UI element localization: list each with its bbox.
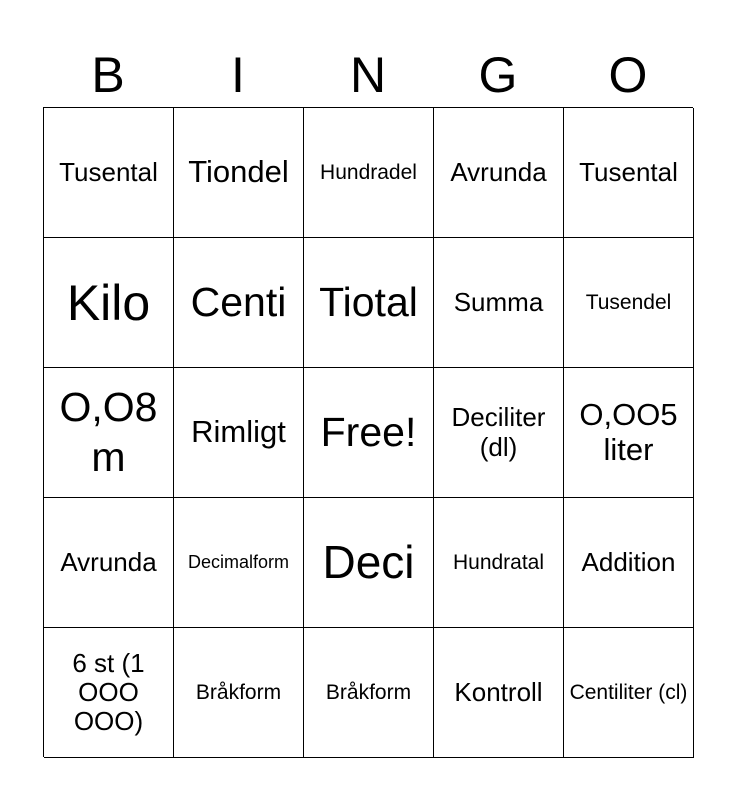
bingo-cell-label: Centiliter (cl) (569, 680, 688, 704)
header-letter-b: B (91, 47, 125, 103)
bingo-cell-label: Avrunda (450, 156, 547, 187)
bingo-cell-free-space[interactable] (304, 368, 434, 498)
bingo-cell-r4-c3[interactable] (304, 498, 434, 628)
bingo-cell-r2-c3[interactable] (304, 238, 434, 368)
bingo-cell-r5-c5[interactable] (564, 628, 694, 758)
bingo-cell-r5-c1[interactable] (44, 628, 174, 758)
bingo-cell-r3-c1[interactable] (44, 368, 174, 498)
bingo-cell-label: Tusendel (585, 290, 672, 314)
bingo-cell-r5-c4[interactable] (434, 628, 564, 758)
header-letter-i: I (231, 47, 245, 103)
bingo-cell-r3-c2[interactable] (174, 368, 304, 498)
bingo-cell-label: Kontroll (454, 676, 543, 707)
bingo-cell-label: O,O8 m (59, 384, 158, 480)
bingo-cell-label: Tusental (579, 156, 678, 187)
bingo-cell-r2-c2[interactable] (174, 238, 304, 368)
bingo-cell-label: Hundradel (320, 160, 417, 184)
bingo-cell-r1-c2[interactable] (174, 108, 304, 238)
bingo-cell-label: Summa (453, 286, 544, 317)
bingo-cell-label: O,OO5 liter (579, 396, 678, 467)
bingo-cell-r2-c5[interactable] (564, 238, 694, 368)
bingo-cell-r2-c4[interactable] (434, 238, 564, 368)
bingo-cell-r2-c1[interactable] (44, 238, 174, 368)
header-letter-o: O (608, 47, 648, 103)
bingo-cell-r5-c3[interactable] (304, 628, 434, 758)
bingo-cell-label: Bråkform (325, 680, 412, 704)
bingo-cell-label: Hundratal (452, 550, 545, 574)
header-letter-g: G (478, 47, 518, 103)
bingo-cell-r4-c2[interactable] (174, 498, 304, 628)
bingo-cell-label: Tiotal (319, 278, 418, 325)
bingo-cell-r1-c4[interactable] (434, 108, 564, 238)
bingo-card-grid (43, 107, 693, 757)
bingo-cell-label: Deciliter (dl) (451, 402, 546, 462)
bingo-cell-label: Tiondel (188, 154, 289, 190)
bingo-cell-label: Decimalform (187, 552, 289, 573)
bingo-cell-r3-c5[interactable] (564, 368, 694, 498)
bingo-cell-label: Kilo (66, 274, 151, 331)
bingo-cell-r4-c5[interactable] (564, 498, 694, 628)
bingo-cell-r4-c4[interactable] (434, 498, 564, 628)
bingo-cell-r1-c1[interactable] (44, 108, 174, 238)
bingo-cell-r1-c5[interactable] (564, 108, 694, 238)
bingo-header (43, 44, 693, 106)
bingo-cell-label: 6 st (1 OOO OOO) (72, 647, 145, 737)
bingo-cell-r5-c2[interactable] (174, 628, 304, 758)
header-letter-n: N (349, 47, 387, 103)
bingo-cell-label: Rimligt (191, 414, 286, 450)
bingo-cell-label: Tusental (59, 156, 158, 187)
bingo-cell-label: Centi (190, 278, 287, 325)
bingo-cell-r4-c1[interactable] (44, 498, 174, 628)
bingo-cell-label: Avrunda (60, 546, 157, 577)
bingo-cell-r3-c4[interactable] (434, 368, 564, 498)
bingo-cell-r1-c3[interactable] (304, 108, 434, 238)
bingo-cell-label: Deci (322, 535, 415, 588)
bingo-cell-label: Bråkform (195, 680, 282, 704)
bingo-cell-label: Free! (320, 408, 417, 455)
bingo-cell-label: Addition (581, 546, 676, 577)
